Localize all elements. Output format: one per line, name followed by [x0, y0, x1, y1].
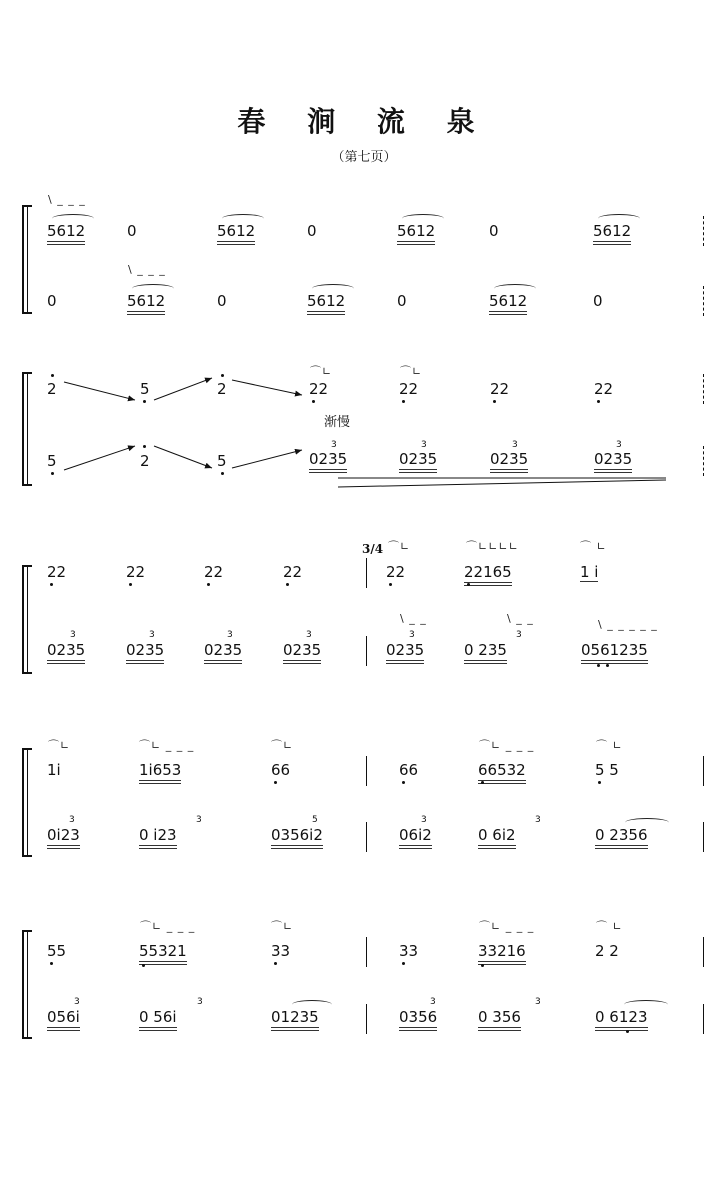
- triplet-mark: 3: [331, 440, 337, 450]
- triplet-mark: 3: [535, 815, 541, 825]
- page-title: 春 涧 流 泉: [237, 105, 491, 138]
- triplet-mark: 3: [70, 630, 76, 640]
- note: 2: [140, 452, 150, 470]
- note-group: 5612: [489, 292, 527, 315]
- triplet-mark: 3: [430, 997, 436, 1007]
- barline: [703, 1004, 704, 1034]
- triplet-mark: 3: [197, 997, 203, 1007]
- barline: [366, 756, 367, 786]
- triplet-mark: 3: [196, 815, 202, 825]
- note-group: 5612: [307, 292, 345, 315]
- triplet-mark: 3: [421, 440, 427, 450]
- dot-above: [143, 445, 146, 448]
- triplet-mark: 3: [409, 630, 415, 640]
- dot-below: [598, 781, 601, 784]
- note-group: 33: [271, 942, 291, 960]
- barline: [366, 822, 367, 852]
- triplet-mark: 3: [69, 815, 75, 825]
- note-group: 5612: [47, 222, 85, 245]
- note-group: 1i: [47, 761, 61, 779]
- note-group: 66: [399, 761, 419, 779]
- dot-below: [597, 664, 600, 667]
- note-group: 0 2356: [595, 826, 648, 849]
- barline: [703, 822, 704, 852]
- ornament-mark: \ _ _: [507, 612, 534, 625]
- time-signature: 3/4: [362, 542, 384, 556]
- ornament-mark: ⌒∟ _ _ _: [140, 920, 196, 933]
- note-group: 55321: [139, 942, 187, 965]
- note-group: 33: [399, 942, 419, 960]
- note-group: 0 356: [478, 1008, 521, 1031]
- note: 5: [47, 452, 57, 470]
- barline: [703, 756, 704, 786]
- note-group: 0235: [47, 641, 85, 664]
- dot-below: [481, 781, 484, 784]
- note-group: 22: [204, 563, 224, 581]
- note-group: 0: [47, 292, 57, 310]
- note-group: 22165: [464, 563, 512, 586]
- note-group: 1i653: [139, 761, 181, 784]
- note-group: 0 6123: [595, 1008, 648, 1031]
- dot-below: [207, 583, 210, 586]
- note-group: 22: [126, 563, 146, 581]
- note-group: 1 i: [580, 563, 599, 581]
- note-group: 0235: [283, 641, 321, 664]
- note-group: 0235: [490, 450, 528, 473]
- note-group: 5612: [127, 292, 165, 315]
- ornament-mark: ⌒ ∟: [596, 920, 623, 933]
- note-group: 5612: [217, 222, 255, 245]
- dot-below: [312, 400, 315, 403]
- dot-above: [51, 374, 54, 377]
- note-group: 0: [593, 292, 603, 310]
- note-group: 0356i2: [271, 826, 323, 849]
- note-group: 22: [399, 380, 419, 398]
- dot-below: [493, 400, 496, 403]
- dot-below: [274, 962, 277, 965]
- dot-below: [402, 781, 405, 784]
- ornament-mark: ⌒∟ _ _ _: [479, 920, 535, 933]
- ornament-mark: ⌒∟: [48, 739, 71, 752]
- barline: [366, 558, 367, 588]
- note-group: 0: [397, 292, 407, 310]
- dot-below: [51, 472, 54, 475]
- triplet-mark: 3: [227, 630, 233, 640]
- note-group: 0 6i2: [478, 826, 516, 849]
- ornament-mark: ⌒ ∟: [580, 540, 607, 553]
- note-group: 0: [217, 292, 227, 310]
- note: 2: [217, 380, 227, 398]
- note-group: 66: [271, 761, 291, 779]
- dot-below: [597, 400, 600, 403]
- note-group: 22: [386, 563, 406, 581]
- note-group: 0: [307, 222, 317, 240]
- barline: [366, 937, 367, 967]
- dot-below: [274, 781, 277, 784]
- triplet-mark: 3: [616, 440, 622, 450]
- note-group: 22: [594, 380, 614, 398]
- dot-below: [467, 583, 470, 586]
- note-group: 0235: [386, 641, 424, 664]
- note-group: 056i: [47, 1008, 80, 1031]
- note-group: 22: [309, 380, 329, 398]
- dot-below: [129, 583, 132, 586]
- ornament-mark: ⌒∟: [271, 920, 294, 933]
- note-group: 0: [127, 222, 137, 240]
- note-group: 0235: [204, 641, 242, 664]
- triplet-mark: 3: [512, 440, 518, 450]
- note-group: 0 235: [464, 641, 507, 664]
- note-group: 2 2: [595, 942, 619, 960]
- ornament-mark: ⌒∟: [400, 365, 423, 378]
- triplet-mark: 3: [535, 997, 541, 1007]
- ornament-mark: \ _ _ _: [48, 193, 86, 206]
- note-group: 5612: [397, 222, 435, 245]
- ornament-mark: ⌒∟: [271, 739, 294, 752]
- note-group: 0561235: [581, 641, 648, 664]
- dot-below: [142, 964, 145, 967]
- dashed-barline: [703, 446, 704, 476]
- note: 5: [140, 380, 150, 398]
- dot-above: [221, 374, 224, 377]
- note-group: 22: [490, 380, 510, 398]
- note-group: 22: [47, 563, 67, 581]
- dot-below: [606, 664, 609, 667]
- ornament-mark: ⌒∟: [310, 365, 333, 378]
- note-group: 33216: [478, 942, 526, 965]
- note-group: 22: [283, 563, 303, 581]
- barline: [366, 636, 367, 666]
- note-group: 55: [47, 942, 67, 960]
- note-group: 0235: [309, 450, 347, 473]
- ornament-mark: \ _ _ _ _ _: [598, 618, 658, 631]
- ornament-mark: ⌒∟ _ _ _: [139, 739, 195, 752]
- system-brace-3: [22, 565, 32, 674]
- triplet-mark: 5: [312, 815, 318, 825]
- system-brace-4: [22, 748, 32, 857]
- barline: [366, 1004, 367, 1034]
- dot-below: [402, 400, 405, 403]
- note-group: 0: [489, 222, 499, 240]
- dot-below: [402, 962, 405, 965]
- note-group: 5 5: [595, 761, 619, 779]
- dot-below: [389, 583, 392, 586]
- dot-below: [50, 583, 53, 586]
- note-group: 0235: [126, 641, 164, 664]
- note-group: 5612: [593, 222, 631, 245]
- note: 2: [47, 380, 57, 398]
- system-brace-5: [22, 930, 32, 1039]
- note-group: 66532: [478, 761, 526, 784]
- barline: [703, 937, 704, 967]
- triplet-mark: 3: [149, 630, 155, 640]
- dot-below: [221, 472, 224, 475]
- triplet-mark: 3: [306, 630, 312, 640]
- ornament-mark: ⌒∟ _ _ _: [479, 739, 535, 752]
- dashed-barline: [703, 374, 704, 404]
- note-group: 0235: [594, 450, 632, 473]
- note-group: 0235: [399, 450, 437, 473]
- triplet-mark: 3: [516, 630, 522, 640]
- note: 5: [217, 452, 227, 470]
- note-group: 0i23: [47, 826, 80, 849]
- triplet-mark: 3: [74, 997, 80, 1007]
- note-group: 01235: [271, 1008, 319, 1031]
- dot-below: [481, 964, 484, 967]
- dot-below: [143, 400, 146, 403]
- ornament-mark: \ _ _ _: [128, 263, 166, 276]
- note-group: 0 56i: [139, 1008, 177, 1031]
- ornament-mark: ⌒∟∟∟∟: [466, 540, 519, 553]
- tempo-marking: 渐慢: [324, 415, 351, 430]
- dot-below: [50, 962, 53, 965]
- ornament-mark: \ _ _: [400, 612, 427, 625]
- page-subtitle: （第七页）: [331, 150, 397, 165]
- dot-below: [626, 1030, 629, 1033]
- note-group: 0 i23: [139, 826, 177, 849]
- note-group: 0356: [399, 1008, 437, 1031]
- ornament-mark: ⌒∟: [388, 540, 411, 553]
- dot-below: [286, 583, 289, 586]
- note-group: 06i2: [399, 826, 432, 849]
- ornament-mark: ⌒ ∟: [596, 739, 623, 752]
- triplet-mark: 3: [421, 815, 427, 825]
